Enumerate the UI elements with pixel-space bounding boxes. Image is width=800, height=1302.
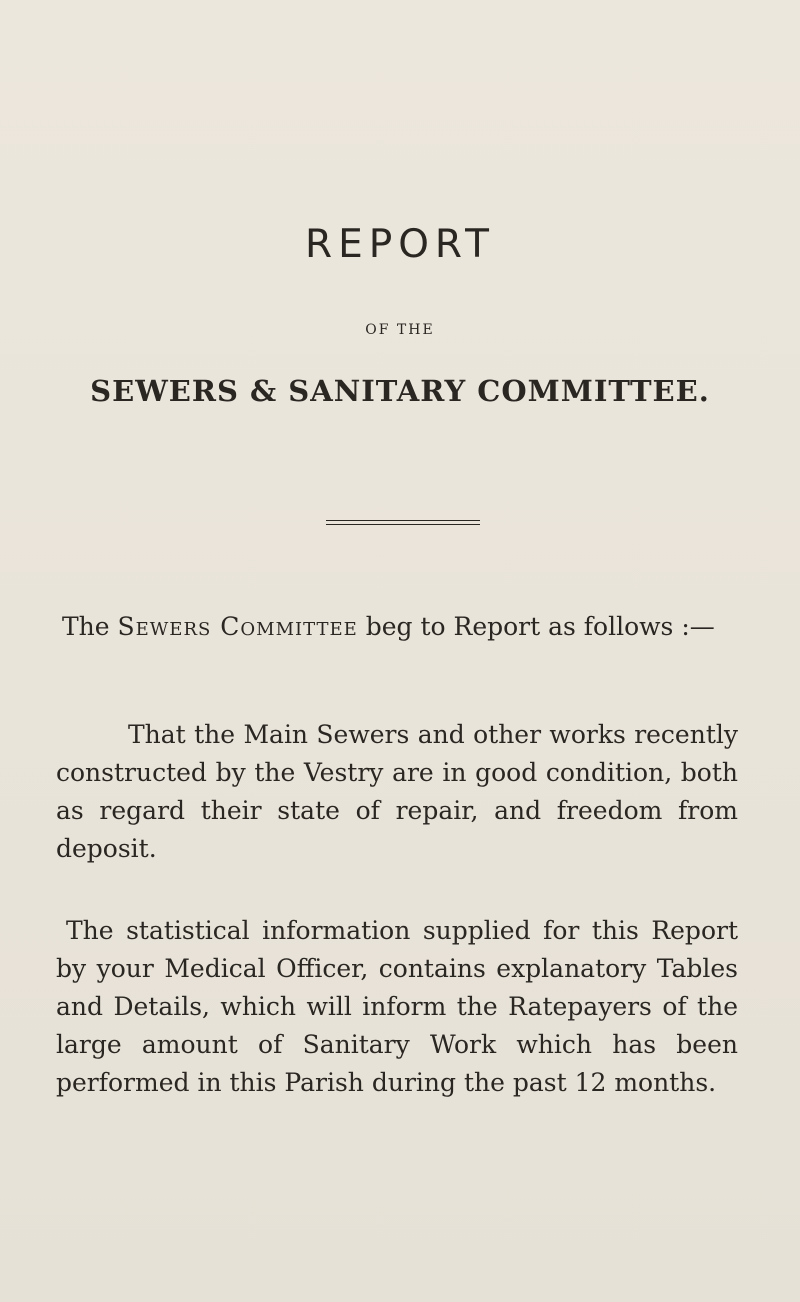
report-subtitle: OF THE — [365, 322, 435, 338]
double-rule-divider — [326, 520, 480, 525]
paragraph-statistical-information: The statistical information supplied for this Report by your Medical Officer, contains explanatory Tables and Details, which will inform the Ratepayers of the large amount of Sanitary Work which has been performed in this Parish during the past 12 months. — [56, 916, 738, 1097]
paragraph-intro — [56, 608, 738, 646]
intro-committee-name: Sewers Committee — [117, 612, 358, 641]
intro-text-start: The — [62, 612, 118, 641]
intro-text-end: beg to Report as follows :— — [357, 612, 715, 641]
report-title: REPORT — [304, 222, 496, 267]
committee-name: SEWERS & SANITARY COMMITTEE. — [90, 374, 710, 408]
paragraph-sewers-condition: That the Main Sewers and other works recently constructed by the Vestry are in good condition, both as regard their state of repair, and freedom from deposit. — [56, 720, 738, 863]
